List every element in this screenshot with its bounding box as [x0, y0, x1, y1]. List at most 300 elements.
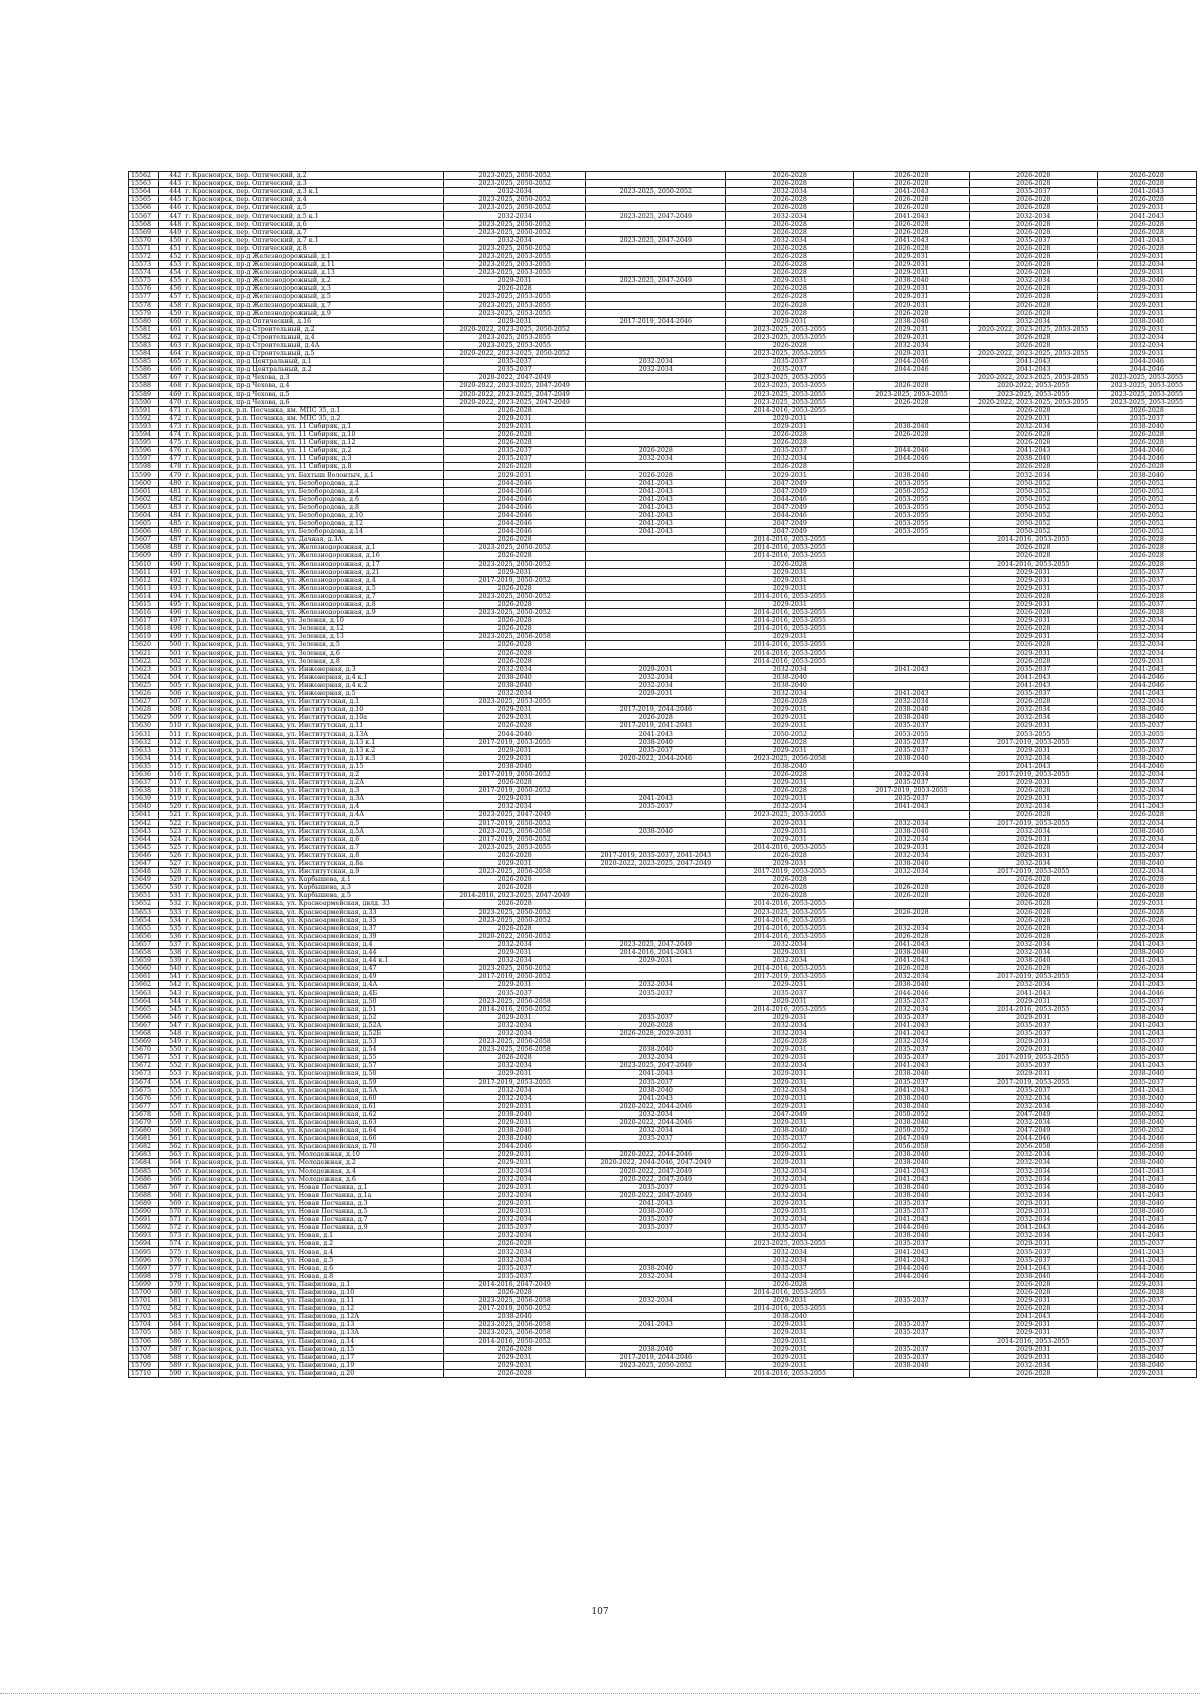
period-4-cell: 2050-2052: [854, 1110, 970, 1118]
table-row: [129, 795, 1197, 803]
period-4-cell: 2053-2055: [854, 511, 970, 519]
period-3-cell: 2032-2034: [726, 1167, 854, 1175]
period-1-cell: 2044-2046: [444, 528, 586, 536]
table-row: [129, 471, 1197, 479]
period-2-cell: 2020-2022, 2044-2046: [586, 1102, 726, 1110]
period-3-cell: 2032-2034: [726, 1256, 854, 1264]
period-3-cell: 2038-2040: [726, 1127, 854, 1135]
period-5-cell: 2056-2058: [969, 1143, 1097, 1151]
period-4-cell: [854, 584, 970, 592]
table-row: [129, 803, 1197, 811]
table-row: [129, 1337, 1197, 1345]
period-6-cell: 2029-2031: [1097, 350, 1196, 358]
row-id-cell: 15670: [129, 1046, 159, 1054]
period-6-cell: 2035-2037: [1097, 600, 1196, 608]
period-6-cell: 2029-2031: [1097, 657, 1196, 665]
row-number-cell: 573: [158, 1232, 183, 1240]
period-3-cell: 2029-2031: [726, 1199, 854, 1207]
row-number-cell: 470: [158, 398, 183, 406]
period-4-cell: [854, 1280, 970, 1288]
table-row: [129, 422, 1197, 430]
row-number-cell: 535: [158, 924, 183, 932]
period-3-cell: 2026-2028: [726, 293, 854, 301]
period-3-cell: 2032-2034: [726, 1021, 854, 1029]
period-6-cell: 2044-2046: [1097, 762, 1196, 770]
row-number-cell: 453: [158, 261, 183, 269]
row-id-cell: 15569: [129, 228, 159, 236]
period-1-cell: 2032-2034: [444, 1021, 586, 1029]
period-2-cell: 2029-2031: [586, 957, 726, 965]
period-5-cell: 2032-2034: [969, 422, 1097, 430]
row-address-cell: г. Красноярск, р.п. Песчанка, ул. Панфилова, д.1: [183, 1280, 443, 1288]
period-5-cell: 2014-2016, 2053-2055: [969, 1337, 1097, 1345]
row-number-cell: 503: [158, 665, 183, 673]
period-2-cell: 2017-2019, 2044-2046: [586, 317, 726, 325]
period-4-cell: 2029-2031: [854, 285, 970, 293]
period-6-cell: 2044-2046: [1097, 1224, 1196, 1232]
period-4-cell: 2044-2046: [854, 447, 970, 455]
period-6-cell: 2035-2037: [1097, 746, 1196, 754]
row-address-cell: г. Красноярск, пр-д Железнодорожный, д.13: [183, 269, 443, 277]
row-id-cell: 15637: [129, 779, 159, 787]
period-5-cell: 2041-2043: [969, 1264, 1097, 1272]
period-4-cell: 2026-2028: [854, 309, 970, 317]
period-4-cell: [854, 600, 970, 608]
period-2-cell: [586, 285, 726, 293]
period-2-cell: 2014-2016, 2041-2043: [586, 949, 726, 957]
row-address-cell: г. Красноярск, р.п. Песчанка, ул. 11 Сибиряк, д.3: [183, 455, 443, 463]
period-3-cell: 2014-2016, 2053-2055: [726, 916, 854, 924]
row-number-cell: 529: [158, 876, 183, 884]
period-6-cell: 2044-2046: [1097, 1313, 1196, 1321]
row-number-cell: 588: [158, 1353, 183, 1361]
row-number-cell: 483: [158, 503, 183, 511]
period-1-cell: 2017-2019, 2050-2052: [444, 787, 586, 795]
period-5-cell: 2053-2055: [969, 730, 1097, 738]
row-id-cell: 15633: [129, 746, 159, 754]
period-1-cell: 2023-2025, 2053-2055: [444, 252, 586, 260]
period-2-cell: [586, 762, 726, 770]
period-3-cell: 2023-2025, 2056-2058: [726, 754, 854, 762]
period-4-cell: 2038-2040: [854, 277, 970, 285]
row-address-cell: г. Красноярск, пр-д Железнодорожный, д.11: [183, 261, 443, 269]
table-row: [129, 374, 1197, 382]
period-4-cell: 2041-2043: [854, 1062, 970, 1070]
period-2-cell: [586, 965, 726, 973]
row-address-cell: г. Красноярск, р.п. Песчанка, ул. Зеленая, д.5: [183, 641, 443, 649]
row-number-cell: 511: [158, 730, 183, 738]
period-5-cell: 2029-2031: [969, 1070, 1097, 1078]
table-row: [129, 552, 1197, 560]
row-number-cell: 489: [158, 552, 183, 560]
table-row: [129, 884, 1197, 892]
period-3-cell: 2023-2025, 2053-2055: [726, 333, 854, 341]
period-4-cell: 2029-2031: [854, 333, 970, 341]
period-3-cell: 2032-2034: [726, 1062, 854, 1070]
period-2-cell: [586, 1143, 726, 1151]
period-1-cell: 2026-2028: [444, 884, 586, 892]
period-4-cell: 2032-2034: [854, 973, 970, 981]
period-2-cell: [586, 1369, 726, 1377]
row-number-cell: 551: [158, 1054, 183, 1062]
register-table-body: [129, 172, 1197, 1378]
period-4-cell: 2038-2040: [854, 1094, 970, 1102]
row-id-cell: 15632: [129, 738, 159, 746]
period-3-cell: 2029-2031: [726, 819, 854, 827]
period-2-cell: [586, 779, 726, 787]
period-1-cell: 2017-2019, 2053-2055: [444, 1078, 586, 1086]
period-3-cell: 2029-2031: [726, 795, 854, 803]
period-5-cell: 2020-2022, 2053-2055: [969, 382, 1097, 390]
table-row: [129, 252, 1197, 260]
period-1-cell: 2026-2028: [444, 617, 586, 625]
period-6-cell: 2035-2037: [1097, 738, 1196, 746]
period-5-cell: 2029-2031: [969, 1353, 1097, 1361]
row-address-cell: г. Красноярск, р.п. Песчанка, ул. Красноармейская, д.39: [183, 932, 443, 940]
row-address-cell: г. Красноярск, р.п. Песчанка, ул. Красноармейская, д.49: [183, 973, 443, 981]
period-6-cell: 2041-2043: [1097, 803, 1196, 811]
period-6-cell: 2035-2037: [1097, 722, 1196, 730]
table-row: [129, 1013, 1197, 1021]
period-2-cell: 2041-2043: [586, 730, 726, 738]
period-2-cell: 2017-2019, 2041-2043: [586, 722, 726, 730]
row-address-cell: г. Красноярск, р.п. Песчанка, ул. Молодежная, д.4: [183, 1167, 443, 1175]
period-4-cell: [854, 811, 970, 819]
period-2-cell: [586, 900, 726, 908]
period-3-cell: 2026-2028: [726, 228, 854, 236]
row-id-cell: 15621: [129, 649, 159, 657]
period-1-cell: 2023-2025, 2053-2055: [444, 261, 586, 269]
period-6-cell: 2038-2040: [1097, 277, 1196, 285]
period-4-cell: 2035-2037: [854, 779, 970, 787]
period-5-cell: 2035-2037: [969, 1256, 1097, 1264]
period-4-cell: 2038-2040: [854, 714, 970, 722]
period-6-cell: 2041-2043: [1097, 212, 1196, 220]
row-number-cell: 506: [158, 690, 183, 698]
period-3-cell: 2026-2028: [726, 698, 854, 706]
period-3-cell: 2029-2031: [726, 422, 854, 430]
table-row: [129, 584, 1197, 592]
row-id-cell: 15611: [129, 568, 159, 576]
row-id-cell: 15641: [129, 811, 159, 819]
period-4-cell: 2029-2031: [854, 252, 970, 260]
period-3-cell: 2029-2031: [726, 633, 854, 641]
period-5-cell: 2026-2028: [969, 341, 1097, 349]
period-6-cell: 2038-2040: [1097, 1208, 1196, 1216]
period-6-cell: 2050-2052: [1097, 487, 1196, 495]
period-2-cell: 2032-2034: [586, 1272, 726, 1280]
period-2-cell: [586, 617, 726, 625]
period-6-cell: 2026-2028: [1097, 439, 1196, 447]
row-number-cell: 465: [158, 358, 183, 366]
period-3-cell: 2014-2016, 2053-2055: [726, 649, 854, 657]
period-3-cell: 2014-2016, 2053-2055: [726, 536, 854, 544]
table-row: [129, 1297, 1197, 1305]
table-row: [129, 916, 1197, 924]
period-3-cell: 2026-2028: [726, 180, 854, 188]
period-1-cell: 2026-2028: [444, 851, 586, 859]
row-address-cell: г. Красноярск, р.п. Песчанка, ул. Красноармейская, д.63: [183, 1118, 443, 1126]
table-row: [129, 673, 1197, 681]
period-3-cell: 2032-2034: [726, 1191, 854, 1199]
period-1-cell: 2023-2025, 2050-2052: [444, 592, 586, 600]
period-1-cell: 2026-2028: [444, 536, 586, 544]
period-5-cell: 2026-2028: [969, 876, 1097, 884]
period-3-cell: 2026-2028: [726, 738, 854, 746]
period-6-cell: 2044-2046: [1097, 455, 1196, 463]
table-row: [129, 333, 1197, 341]
period-1-cell: 2029-2031: [444, 1208, 586, 1216]
period-4-cell: 2038-2040: [854, 754, 970, 762]
table-row: [129, 1232, 1197, 1240]
period-2-cell: 2041-2043: [586, 520, 726, 528]
period-6-cell: 2041-2043: [1097, 981, 1196, 989]
table-row: [129, 827, 1197, 835]
row-address-cell: г. Красноярск, р.п. Песчанка, ул. Панфилова, д.14: [183, 1337, 443, 1345]
row-id-cell: 15653: [129, 908, 159, 916]
period-4-cell: 2029-2031: [854, 269, 970, 277]
row-number-cell: 555: [158, 1086, 183, 1094]
period-3-cell: 2026-2028: [726, 252, 854, 260]
period-2-cell: 2041-2043: [586, 487, 726, 495]
table-row: [129, 649, 1197, 657]
period-4-cell: 2038-2040: [854, 317, 970, 325]
period-1-cell: 2026-2028: [444, 649, 586, 657]
period-6-cell: 2038-2040: [1097, 1199, 1196, 1207]
period-3-cell: 2029-2031: [726, 1118, 854, 1126]
period-5-cell: 2026-2028: [969, 552, 1097, 560]
period-2-cell: 2035-2037: [586, 1078, 726, 1086]
row-id-cell: 15657: [129, 940, 159, 948]
period-2-cell: [586, 406, 726, 414]
period-3-cell: 2032-2034: [726, 1029, 854, 1037]
row-address-cell: г. Красноярск, р.п. Песчанка, ул. Белобородова, д.8: [183, 503, 443, 511]
period-4-cell: [854, 560, 970, 568]
row-id-cell: 15677: [129, 1102, 159, 1110]
table-row: [129, 1038, 1197, 1046]
row-address-cell: г. Красноярск, р.п. Песчанка, ул. Карбышева, д.3: [183, 884, 443, 892]
row-address-cell: г. Красноярск, р.п. Песчанка, ул. 11 Сибиряк, д.1: [183, 422, 443, 430]
period-1-cell: 2044-2046: [444, 503, 586, 511]
row-address-cell: г. Красноярск, р.п. Песчанка, ул. Панфилова, д.15: [183, 1345, 443, 1353]
table-row: [129, 957, 1197, 965]
row-address-cell: г. Красноярск, р.п. Песчанка, ул. Красноармейская, д.47: [183, 965, 443, 973]
row-address-cell: г. Красноярск, р.п. Песчанка, ул. Железнодорожная, д.8: [183, 600, 443, 608]
period-3-cell: 2023-2025, 2053-2055: [726, 908, 854, 916]
row-address-cell: г. Красноярск, р.п. Песчанка, ул. Красноармейская, двлд. 33: [183, 900, 443, 908]
row-address-cell: г. Красноярск, р.п. Песчанка, ул. Инженерная, д.3: [183, 665, 443, 673]
period-5-cell: 2032-2034: [969, 1159, 1097, 1167]
table-row: [129, 1070, 1197, 1078]
period-4-cell: 2047-2049: [854, 1135, 970, 1143]
period-5-cell: 2026-2028: [969, 204, 1097, 212]
period-6-cell: 2032-2034: [1097, 770, 1196, 778]
period-2-cell: [586, 1313, 726, 1321]
period-1-cell: 2017-2019, 2050-2052: [444, 835, 586, 843]
row-address-cell: г. Красноярск, р.п. Песчанка, ул. Институтская, д.8а: [183, 859, 443, 867]
period-2-cell: [586, 1038, 726, 1046]
period-2-cell: [586, 422, 726, 430]
period-6-cell: 2029-2031: [1097, 1369, 1196, 1377]
row-number-cell: 576: [158, 1256, 183, 1264]
row-number-cell: 580: [158, 1288, 183, 1296]
row-number-cell: 536: [158, 932, 183, 940]
table-row: [129, 1208, 1197, 1216]
period-4-cell: 2032-2034: [854, 1005, 970, 1013]
row-id-cell: 15662: [129, 981, 159, 989]
row-address-cell: г. Красноярск, р.п. Песчанка, ул. Красноармейская, д.50: [183, 997, 443, 1005]
row-id-cell: 15567: [129, 212, 159, 220]
period-6-cell: 2026-2028: [1097, 544, 1196, 552]
period-2-cell: [586, 633, 726, 641]
period-4-cell: 2026-2028: [854, 220, 970, 228]
row-id-cell: 15593: [129, 422, 159, 430]
period-4-cell: 2032-2034: [854, 835, 970, 843]
period-1-cell: 2023-2025, 2056-2058: [444, 868, 586, 876]
period-1-cell: 2026-2028: [444, 625, 586, 633]
period-2-cell: 2035-2037: [586, 989, 726, 997]
table-row: [129, 835, 1197, 843]
row-number-cell: 501: [158, 649, 183, 657]
row-number-cell: 448: [158, 220, 183, 228]
table-row: [129, 1127, 1197, 1135]
period-2-cell: 2020-2022, 2047-2049: [586, 1191, 726, 1199]
period-2-cell: 2032-2034: [586, 673, 726, 681]
period-1-cell: 2020-2022, 2023-2025, 2047-2049: [444, 382, 586, 390]
period-2-cell: [586, 431, 726, 439]
period-4-cell: 2050-2052: [854, 1127, 970, 1135]
table-row: [129, 244, 1197, 252]
period-3-cell: 2029-2031: [726, 1013, 854, 1021]
table-row: [129, 1021, 1197, 1029]
period-3-cell: 2047-2049: [726, 479, 854, 487]
row-id-cell: 15703: [129, 1313, 159, 1321]
row-id-cell: 15604: [129, 511, 159, 519]
period-1-cell: 2032-2034: [444, 1175, 586, 1183]
period-3-cell: 2032-2034: [726, 1232, 854, 1240]
row-id-cell: 15663: [129, 989, 159, 997]
period-4-cell: 2032-2034: [854, 868, 970, 876]
period-2-cell: [586, 463, 726, 471]
period-6-cell: 2038-2040: [1097, 1353, 1196, 1361]
period-5-cell: 2017-2019, 2053-2055: [969, 1078, 1097, 1086]
row-address-cell: г. Красноярск, р.п. Песчанка, ул. Красноармейская, д.5А: [183, 1086, 443, 1094]
period-4-cell: [854, 900, 970, 908]
row-address-cell: г. Красноярск, пер. Оптический, д.6: [183, 220, 443, 228]
period-1-cell: 2026-2028: [444, 584, 586, 592]
row-address-cell: г. Красноярск, р.п. Песчанка, км. МПС 35, д.2: [183, 414, 443, 422]
period-2-cell: [586, 341, 726, 349]
period-4-cell: 2032-2034: [854, 819, 970, 827]
period-5-cell: 2020-2022, 2023-2025, 2053-2055: [969, 374, 1097, 382]
period-5-cell: 2026-2028: [969, 463, 1097, 471]
table-row: [129, 366, 1197, 374]
period-4-cell: 2041-2043: [854, 665, 970, 673]
row-id-cell: 15605: [129, 520, 159, 528]
row-address-cell: г. Красноярск, р.п. Песчанка, ул. Институтская, д.13 к.1: [183, 738, 443, 746]
row-number-cell: 502: [158, 657, 183, 665]
period-5-cell: 2050-2052: [969, 487, 1097, 495]
period-5-cell: 2035-2037: [969, 1086, 1097, 1094]
period-6-cell: 2026-2028: [1097, 228, 1196, 236]
period-5-cell: 2029-2031: [969, 795, 1097, 803]
period-5-cell: 2047-2049: [969, 1127, 1097, 1135]
period-4-cell: 2035-2037: [854, 795, 970, 803]
row-id-cell: 15693: [129, 1232, 159, 1240]
row-address-cell: г. Красноярск, р.п. Песчанка, ул. Железнодорожная, д.5: [183, 584, 443, 592]
period-1-cell: 2023-2025, 2056-2058: [444, 1297, 586, 1305]
period-1-cell: 2026-2028: [444, 779, 586, 787]
period-6-cell: 2041-2043: [1097, 1232, 1196, 1240]
row-address-cell: г. Красноярск, р.п. Песчанка, ул. Новая, д.1: [183, 1232, 443, 1240]
row-id-cell: 15656: [129, 932, 159, 940]
row-number-cell: 463: [158, 341, 183, 349]
row-address-cell: г. Красноярск, р.п. Песчанка, ул. Институтская, д.15: [183, 762, 443, 770]
table-row: [129, 1118, 1197, 1126]
row-address-cell: г. Красноярск, р.п. Песчанка, ул. Институтская, д.3А: [183, 795, 443, 803]
table-row: [129, 641, 1197, 649]
row-number-cell: 565: [158, 1167, 183, 1175]
period-5-cell: 2017-2019, 2053-2055: [969, 819, 1097, 827]
period-1-cell: 2038-2040: [444, 673, 586, 681]
row-id-cell: 15695: [129, 1248, 159, 1256]
period-6-cell: 2029-2031: [1097, 293, 1196, 301]
period-6-cell: 2029-2031: [1097, 325, 1196, 333]
row-number-cell: 518: [158, 787, 183, 795]
period-4-cell: [854, 641, 970, 649]
period-3-cell: 2026-2028: [726, 309, 854, 317]
row-address-cell: г. Красноярск, р.п. Песчанка, ул. Новая Песчанка, д.9: [183, 1224, 443, 1232]
period-4-cell: 2035-2037: [854, 1353, 970, 1361]
period-2-cell: [586, 1280, 726, 1288]
period-2-cell: [586, 1240, 726, 1248]
period-2-cell: [586, 698, 726, 706]
period-3-cell: 2026-2028: [726, 431, 854, 439]
period-2-cell: [586, 1337, 726, 1345]
period-5-cell: 2026-2028: [969, 252, 1097, 260]
row-address-cell: г. Красноярск, р.п. Песчанка, ул. Панфилова, д.20: [183, 1369, 443, 1377]
row-address-cell: г. Красноярск, р.п. Песчанка, ул. Молодежная, д.2: [183, 1159, 443, 1167]
period-3-cell: 2014-2016, 2053-2055: [726, 1369, 854, 1377]
period-6-cell: 2044-2046: [1097, 1272, 1196, 1280]
period-4-cell: 2029-2031: [854, 350, 970, 358]
row-number-cell: 497: [158, 617, 183, 625]
period-6-cell: 2035-2037: [1097, 1345, 1196, 1353]
period-2-cell: [586, 414, 726, 422]
table-row: [129, 536, 1197, 544]
period-5-cell: 2050-2052: [969, 511, 1097, 519]
period-4-cell: 2038-2040: [854, 949, 970, 957]
row-number-cell: 542: [158, 981, 183, 989]
period-6-cell: 2035-2037: [1097, 1337, 1196, 1345]
row-id-cell: 15613: [129, 584, 159, 592]
period-4-cell: 2026-2028: [854, 884, 970, 892]
period-2-cell: 2038-2040: [586, 1264, 726, 1272]
period-5-cell: 2041-2043: [969, 681, 1097, 689]
row-id-cell: 15659: [129, 957, 159, 965]
period-5-cell: 2026-2028: [969, 269, 1097, 277]
period-5-cell: 2035-2037: [969, 1029, 1097, 1037]
period-1-cell: 2023-2025, 2053-2055: [444, 341, 586, 349]
row-address-cell: г. Красноярск, р.п. Песчанка, ул. Красноармейская, д.44 к.1: [183, 957, 443, 965]
period-5-cell: 2026-2028: [969, 196, 1097, 204]
table-row: [129, 455, 1197, 463]
period-1-cell: 2023-2025, 2053-2055: [444, 293, 586, 301]
period-1-cell: 2044-2046: [444, 511, 586, 519]
period-5-cell: 2029-2031: [969, 746, 1097, 754]
row-number-cell: 589: [158, 1361, 183, 1369]
period-6-cell: 2026-2028: [1097, 180, 1196, 188]
